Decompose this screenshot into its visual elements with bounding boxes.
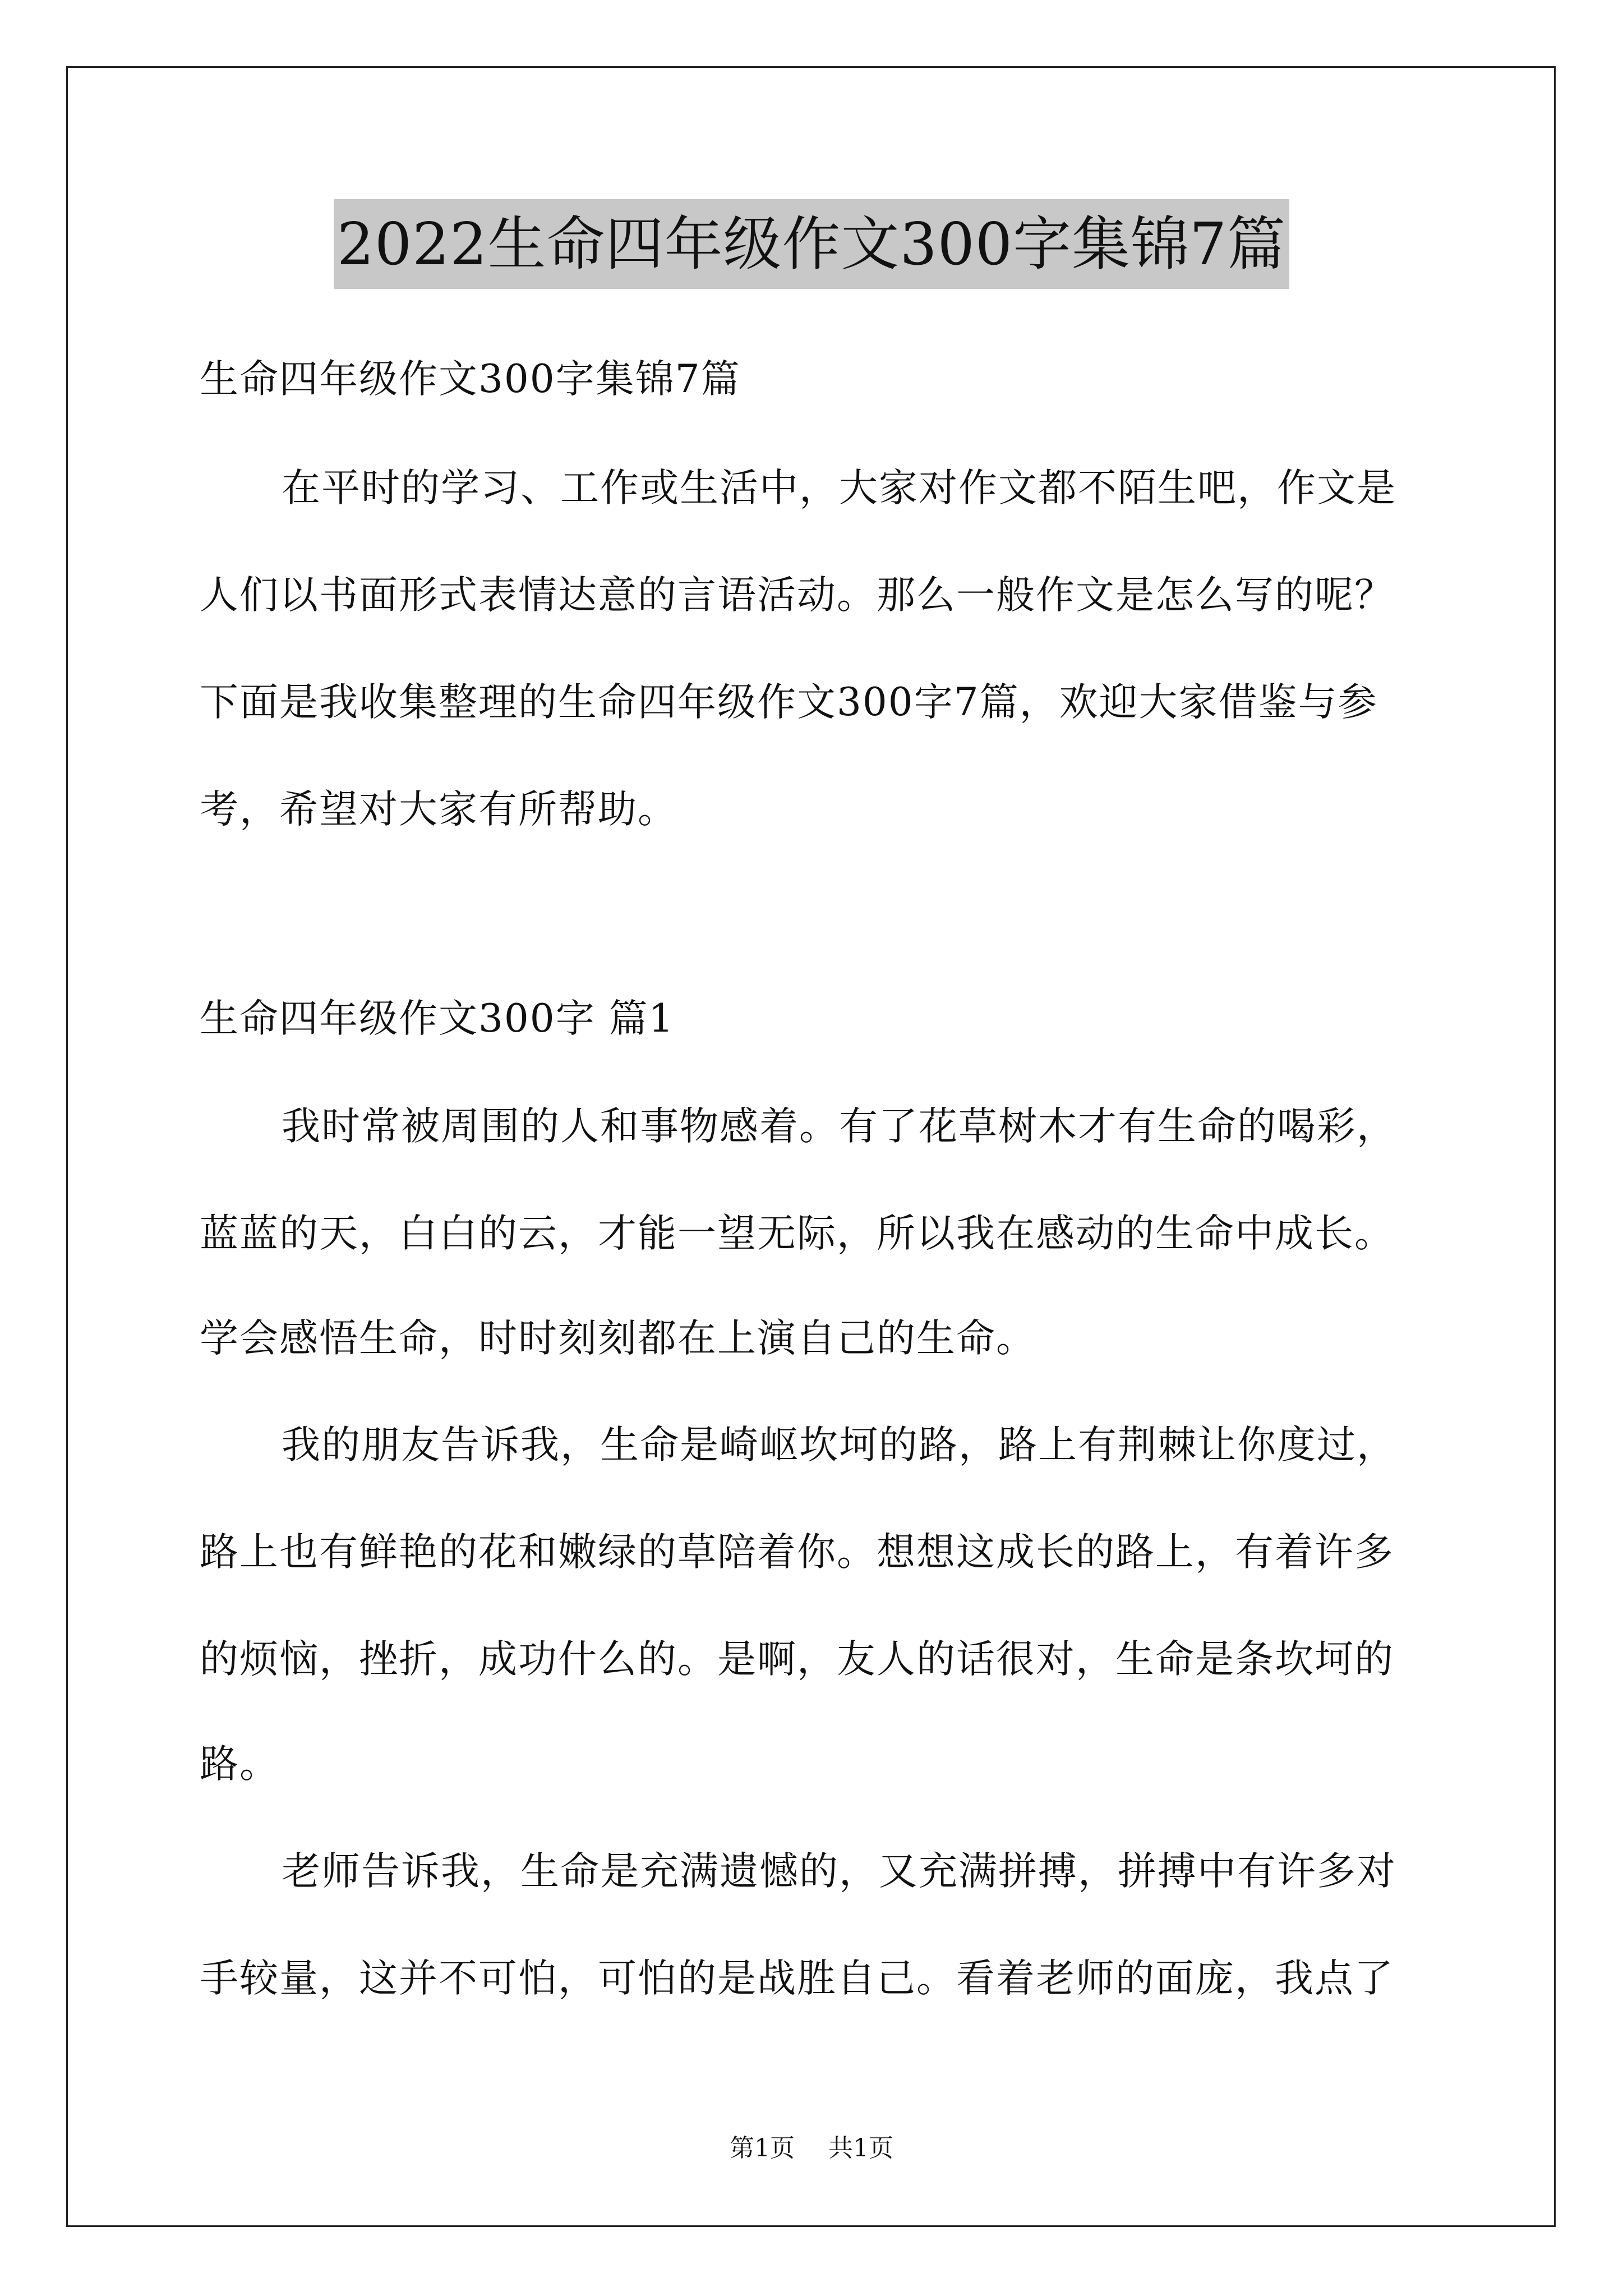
para3-line-2: 手较量，这并不可怕，可怕的是战胜自己。看着老师的面庞，我点了 [200, 1956, 1394, 2001]
title-wrap [0, 199, 1623, 289]
para2-line-3: 的烦恼，挫折，成功什么的。是啊，友人的话很对，生命是条坎坷的 [200, 1637, 1394, 1682]
section-heading: 生命四年级作文300字 篇1 [200, 996, 675, 1041]
intro-line-4: 考，希望对大家有所帮助。 [200, 787, 677, 832]
para2-line-4: 路。 [200, 1742, 279, 1787]
page-number: 第1页 [730, 2134, 795, 2162]
para2-line-1: 我的朋友告诉我，生命是崎岖坎坷的路，路上有荆棘让你度过， [282, 1423, 1396, 1467]
document-title: 2022生命四年级作文300字集锦7篇 [334, 199, 1289, 289]
page-total: 共1页 [828, 2134, 893, 2162]
intro-line-2: 人们以书面形式表情达意的言语活动。那么一般作文是怎么写的呢？ [200, 573, 1394, 618]
document-subtitle: 生命四年级作文300字集锦7篇 [200, 357, 741, 402]
page-footer [0, 2132, 1623, 2165]
intro-line-3: 下面是我收集整理的生命四年级作文300字7篇，欢迎大家借鉴与参 [200, 680, 1378, 725]
para1-line-3: 学会感悟生命，时时刻刻都在上演自己的生命。 [200, 1316, 1036, 1361]
intro-line-1: 在平时的学习、工作或生活中，大家对作文都不陌生吧，作文是 [282, 466, 1396, 510]
para3-line-1: 老师告诉我，生命是充满遗憾的，又充满拼搏，拼搏中有许多对 [282, 1849, 1396, 1894]
para1-line-2: 蓝蓝的天，白白的云，才能一望无际，所以我在感动的生命中成长。 [200, 1211, 1394, 1256]
para1-line-1: 我时常被周围的人和事物感着。有了花草树木才有生命的喝彩， [282, 1104, 1396, 1149]
para2-line-2: 路上也有鲜艳的花和嫩绿的草陪着你。想想这成长的路上，有着许多 [200, 1530, 1394, 1575]
